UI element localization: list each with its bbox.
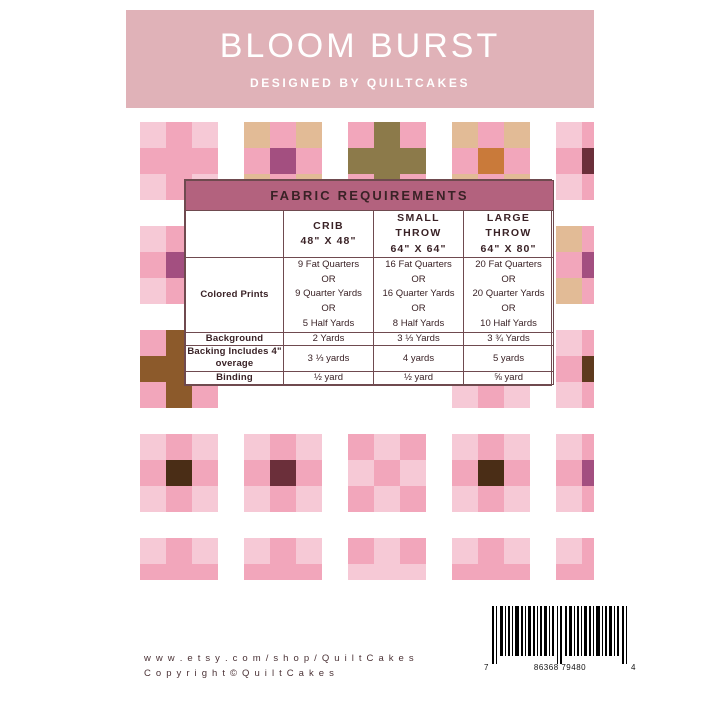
cell-binding-crib: ½ yard <box>284 371 374 384</box>
row-label-colored-prints: Colored Prints <box>186 258 284 333</box>
table-row <box>186 332 554 345</box>
column-header-crib: CRIB 48" X 48" <box>284 211 374 258</box>
table-row <box>186 371 554 384</box>
cell-colored-prints-small-throw: 16 Fat Quarters OR 16 Quarter Yards OR 8 Half Yards <box>374 258 464 333</box>
table-caption-row <box>186 181 554 211</box>
barcode <box>484 606 636 676</box>
copyright-line: C o p y r i g h t © Q u i l t C a k e s <box>144 667 336 679</box>
fabric-requirements-table <box>184 179 552 386</box>
cell-colored-prints-large-throw: 20 Fat Quarters OR 20 Quarter Yards OR 10 Half Yards <box>464 258 554 333</box>
cell-binding-small-throw: ½ yard <box>374 371 464 384</box>
shop-url: w w w . e t s y . c o m / s h o p / Q u i l t C a k e s <box>144 653 415 664</box>
barcode-main-digits: 86368 79480 <box>533 663 587 672</box>
column-header-small-throw: SMALL THROW 64" X 64" <box>374 211 464 258</box>
page-title: BLOOM BURST <box>219 27 501 66</box>
cell-backing-small-throw: 4 yards <box>374 345 464 371</box>
cell-backing-crib: 3 ⅓ yards <box>284 345 374 371</box>
column-header-large-throw: LARGE THROW 64" X 80" <box>464 211 554 258</box>
cell-backing-large-throw: 5 yards <box>464 345 554 371</box>
table-caption: FABRIC REQUIREMENTS <box>186 181 554 211</box>
header-band <box>126 10 594 108</box>
footer-credits <box>144 652 415 681</box>
barcode-right-digit: 4 <box>631 663 636 672</box>
cell-colored-prints-crib: 9 Fat Quarters OR 9 Quarter Yards OR 5 Half Yards <box>284 258 374 333</box>
header-blank-cell <box>186 211 284 258</box>
cell-background-large-throw: 3 ¾ Yards <box>464 332 554 345</box>
row-label-background: Background <box>186 332 284 345</box>
page-subtitle: DESIGNED BY QUILTCAKES <box>249 75 471 90</box>
barcode-left-digit: 7 <box>484 663 489 672</box>
row-label-backing: Backing Includes 4" overage <box>187 345 282 370</box>
cell-background-crib: 2 Yards <box>284 332 374 345</box>
barcode-digits <box>484 663 636 672</box>
table-row <box>186 258 554 333</box>
row-label-binding: Binding <box>186 371 284 384</box>
table-header-row <box>186 211 554 258</box>
cell-binding-large-throw: ⅝ yard <box>464 371 554 384</box>
table-row <box>186 345 554 371</box>
cell-background-small-throw: 3 ⅓ Yards <box>374 332 464 345</box>
barcode-bars <box>484 606 636 664</box>
